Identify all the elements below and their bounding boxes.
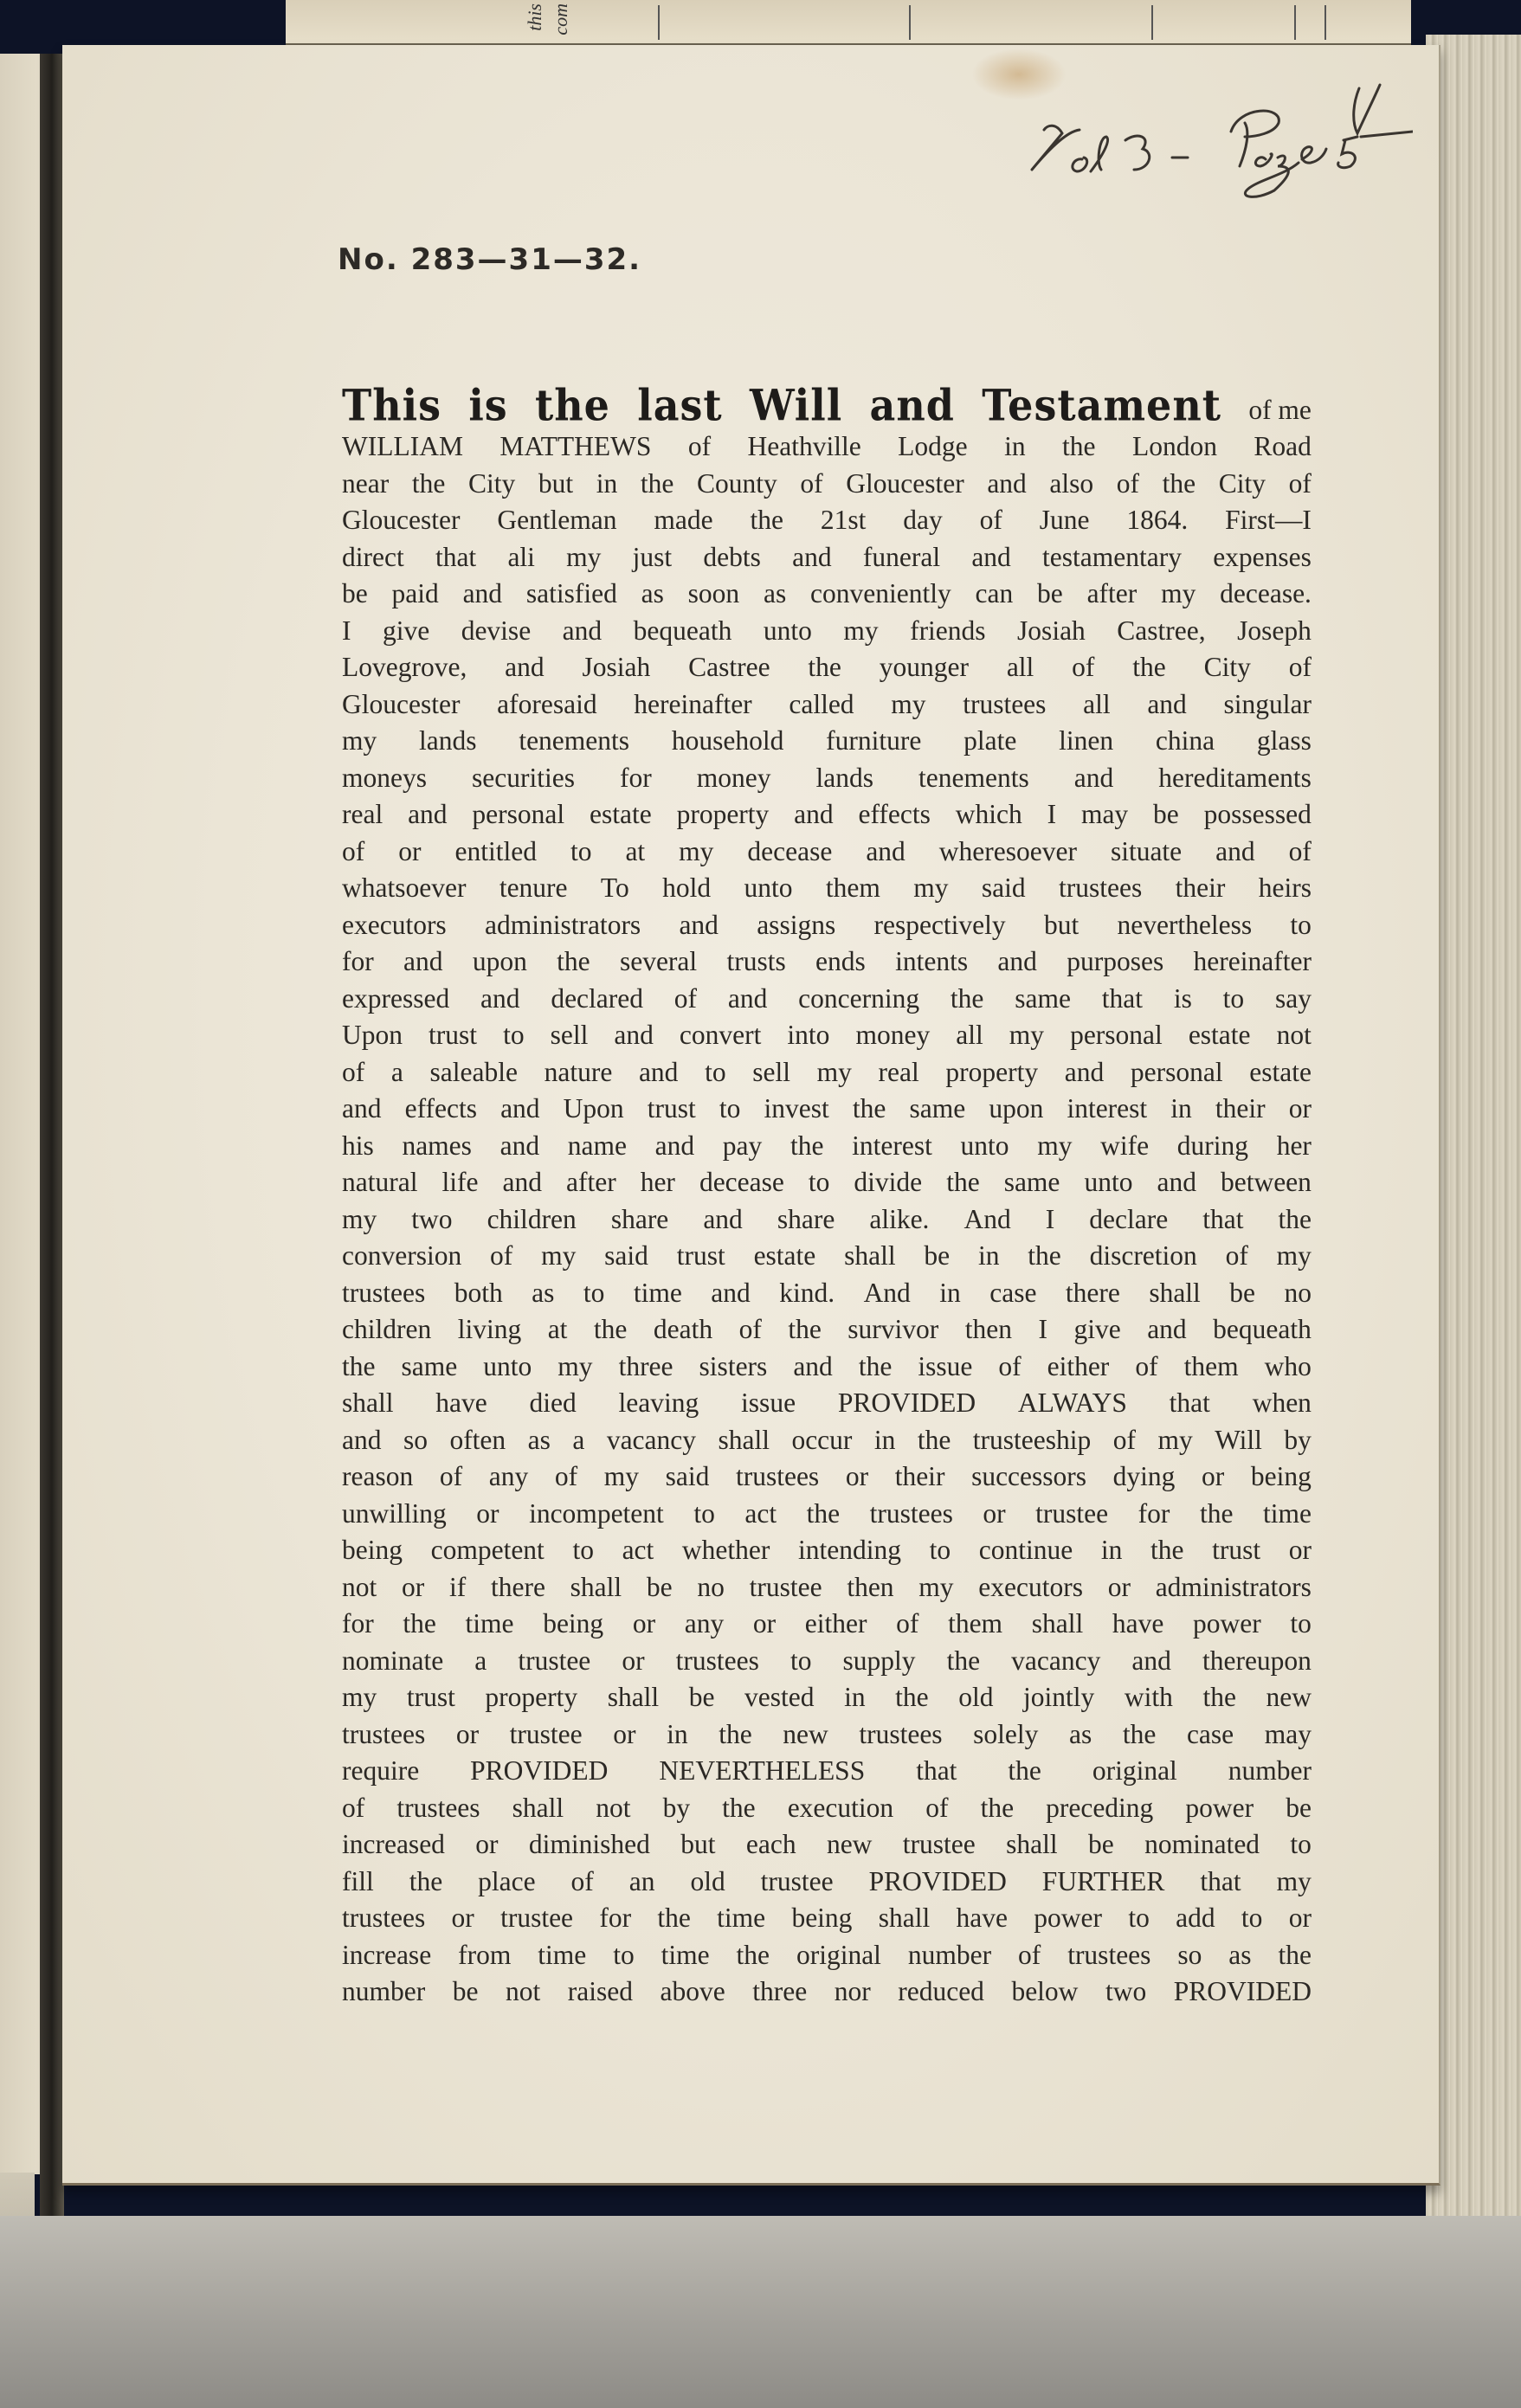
text-line: my lands tenements household furniture plate linen china glass bbox=[342, 725, 1312, 756]
text-line: shall have died leaving issue PROVIDED ALWAYS that when bbox=[342, 1387, 1312, 1418]
text-line: natural life and after her decease to divide the same unto and between bbox=[342, 1167, 1312, 1197]
under-page-shadow bbox=[0, 2216, 1521, 2408]
reference-number: No. 283—31—32. bbox=[338, 242, 642, 277]
tab-divider bbox=[1151, 5, 1153, 40]
heading-line bbox=[342, 379, 1312, 432]
book-gutter bbox=[40, 54, 64, 2218]
tab-divider bbox=[909, 5, 911, 40]
text-line: of trustees shall not by the execution of the preceding power be bbox=[342, 1792, 1312, 1823]
text-line: direct that ali my just debts and funeral and testamentary expenses bbox=[342, 541, 1312, 572]
text-line: nominate a trustee or trustees to supply the vacancy and thereupon bbox=[342, 1645, 1312, 1676]
text-line: trustees both as to time and kind. And in case there shall be no bbox=[342, 1277, 1312, 1308]
text-line: for and upon the several trusts ends intents and purposes hereinafter bbox=[342, 946, 1312, 976]
heading-word: is bbox=[468, 379, 508, 431]
text-line: expressed and declared of and concerning the same that is to say bbox=[342, 982, 1312, 1014]
text-line: of or entitled to at my decease and wheresoever situate and of bbox=[342, 835, 1312, 866]
text-line: and effects and Upon trust to invest the same upon interest in their or bbox=[342, 1093, 1312, 1124]
heading-tail: of me bbox=[1248, 395, 1312, 425]
text-line: Gloucester Gentleman made the 21st day of June 1864. First—I bbox=[342, 505, 1312, 535]
text-line: conversion of my said trust estate shall be in the discretion of my bbox=[342, 1240, 1312, 1271]
text-line: number be not raised above three nor reduced below two PROVIDED bbox=[342, 1976, 1312, 2006]
text-line: near the City but in the County of Gloucester and also of the City of bbox=[342, 467, 1312, 499]
text-line: his names and name and pay the interest unto my wife during her bbox=[342, 1130, 1312, 1161]
folded-top-strip bbox=[286, 0, 1411, 45]
top-tab-text: com bbox=[550, 3, 571, 35]
text-line: increase from time to time the original number of trustees so as the bbox=[342, 1939, 1312, 1970]
heading-word: the bbox=[534, 379, 610, 431]
text-line: children living at the death of the survivor then I give and bequeath bbox=[342, 1314, 1312, 1344]
text-line: the same unto my three sisters and the issue of either of them who bbox=[342, 1350, 1312, 1381]
text-lines bbox=[342, 428, 1312, 2011]
text-line: Gloucester aforesaid hereinafter called my trustees all and singular bbox=[342, 688, 1312, 719]
text-line: trustees or trustee or in the new trustees solely as the case may bbox=[342, 1718, 1312, 1749]
text-line: be paid and satisfied as soon as conveniently can be after my decease. bbox=[342, 578, 1312, 608]
tab-divider bbox=[1324, 5, 1326, 40]
text-line: not or if there shall be no trustee then my executors or administrators bbox=[342, 1571, 1312, 1602]
text-line: Upon trust to sell and convert into money all my personal estate not bbox=[342, 1020, 1312, 1050]
text-line: fill the place of an old trustee PROVIDED FURTHER that my bbox=[342, 1865, 1312, 1896]
text-line: being competent to act whether intending to continue in the trust or bbox=[342, 1535, 1312, 1565]
text-line: executors administrators and assigns respectively but nevertheless to bbox=[342, 909, 1312, 940]
tab-divider bbox=[1294, 5, 1296, 40]
text-line: Lovegrove, and Josiah Castree the younger all of the City of bbox=[342, 652, 1312, 682]
text-line: and so often as a vacancy shall occur in the trusteeship of my Will by bbox=[342, 1424, 1312, 1455]
heading-word: last bbox=[637, 379, 723, 431]
text-line: require PROVIDED NEVERTHELESS that the original number bbox=[342, 1755, 1312, 1786]
text-line: my trust property shall be vested in the old jointly with the new bbox=[342, 1682, 1312, 1712]
heading-word: and bbox=[869, 379, 955, 431]
will-text bbox=[342, 379, 1312, 2011]
text-line: reason of any of my said trustees or their successors dying or being bbox=[342, 1461, 1312, 1491]
text-line: my two children share and share alike. And I declare that the bbox=[342, 1203, 1312, 1234]
heading-word: This bbox=[342, 379, 442, 431]
text-line: for the time being or any or either of them shall have power to bbox=[342, 1608, 1312, 1639]
top-tab-text: this bbox=[524, 3, 545, 31]
text-line: whatsoever tenure To hold unto them my said trustees their heirs bbox=[342, 872, 1312, 903]
text-line: trustees or trustee for the time being shall have power to add to or bbox=[342, 1903, 1312, 1933]
text-line: increased or diminished but each new trustee shall be nominated to bbox=[342, 1829, 1312, 1859]
document-page bbox=[62, 45, 1440, 2186]
handwritten-annotation bbox=[980, 80, 1413, 201]
heading-word: Will bbox=[749, 379, 843, 431]
heading-word: Testament bbox=[982, 379, 1222, 431]
text-line: unwilling or incompetent to act the trustees or trustee for the time bbox=[342, 1497, 1312, 1529]
text-line: real and personal estate property and effects which I may be possessed bbox=[342, 799, 1312, 829]
text-line: I give devise and bequeath unto my friends Josiah Castree, Joseph bbox=[342, 615, 1312, 646]
text-line: WILLIAM MATTHEWS of Heathville Lodge in the London Road bbox=[342, 431, 1312, 461]
text-line: moneys securities for money lands tenements and hereditaments bbox=[342, 762, 1312, 793]
tab-divider bbox=[658, 5, 660, 40]
text-line: of a saleable nature and to sell my real property and personal estate bbox=[342, 1056, 1312, 1087]
